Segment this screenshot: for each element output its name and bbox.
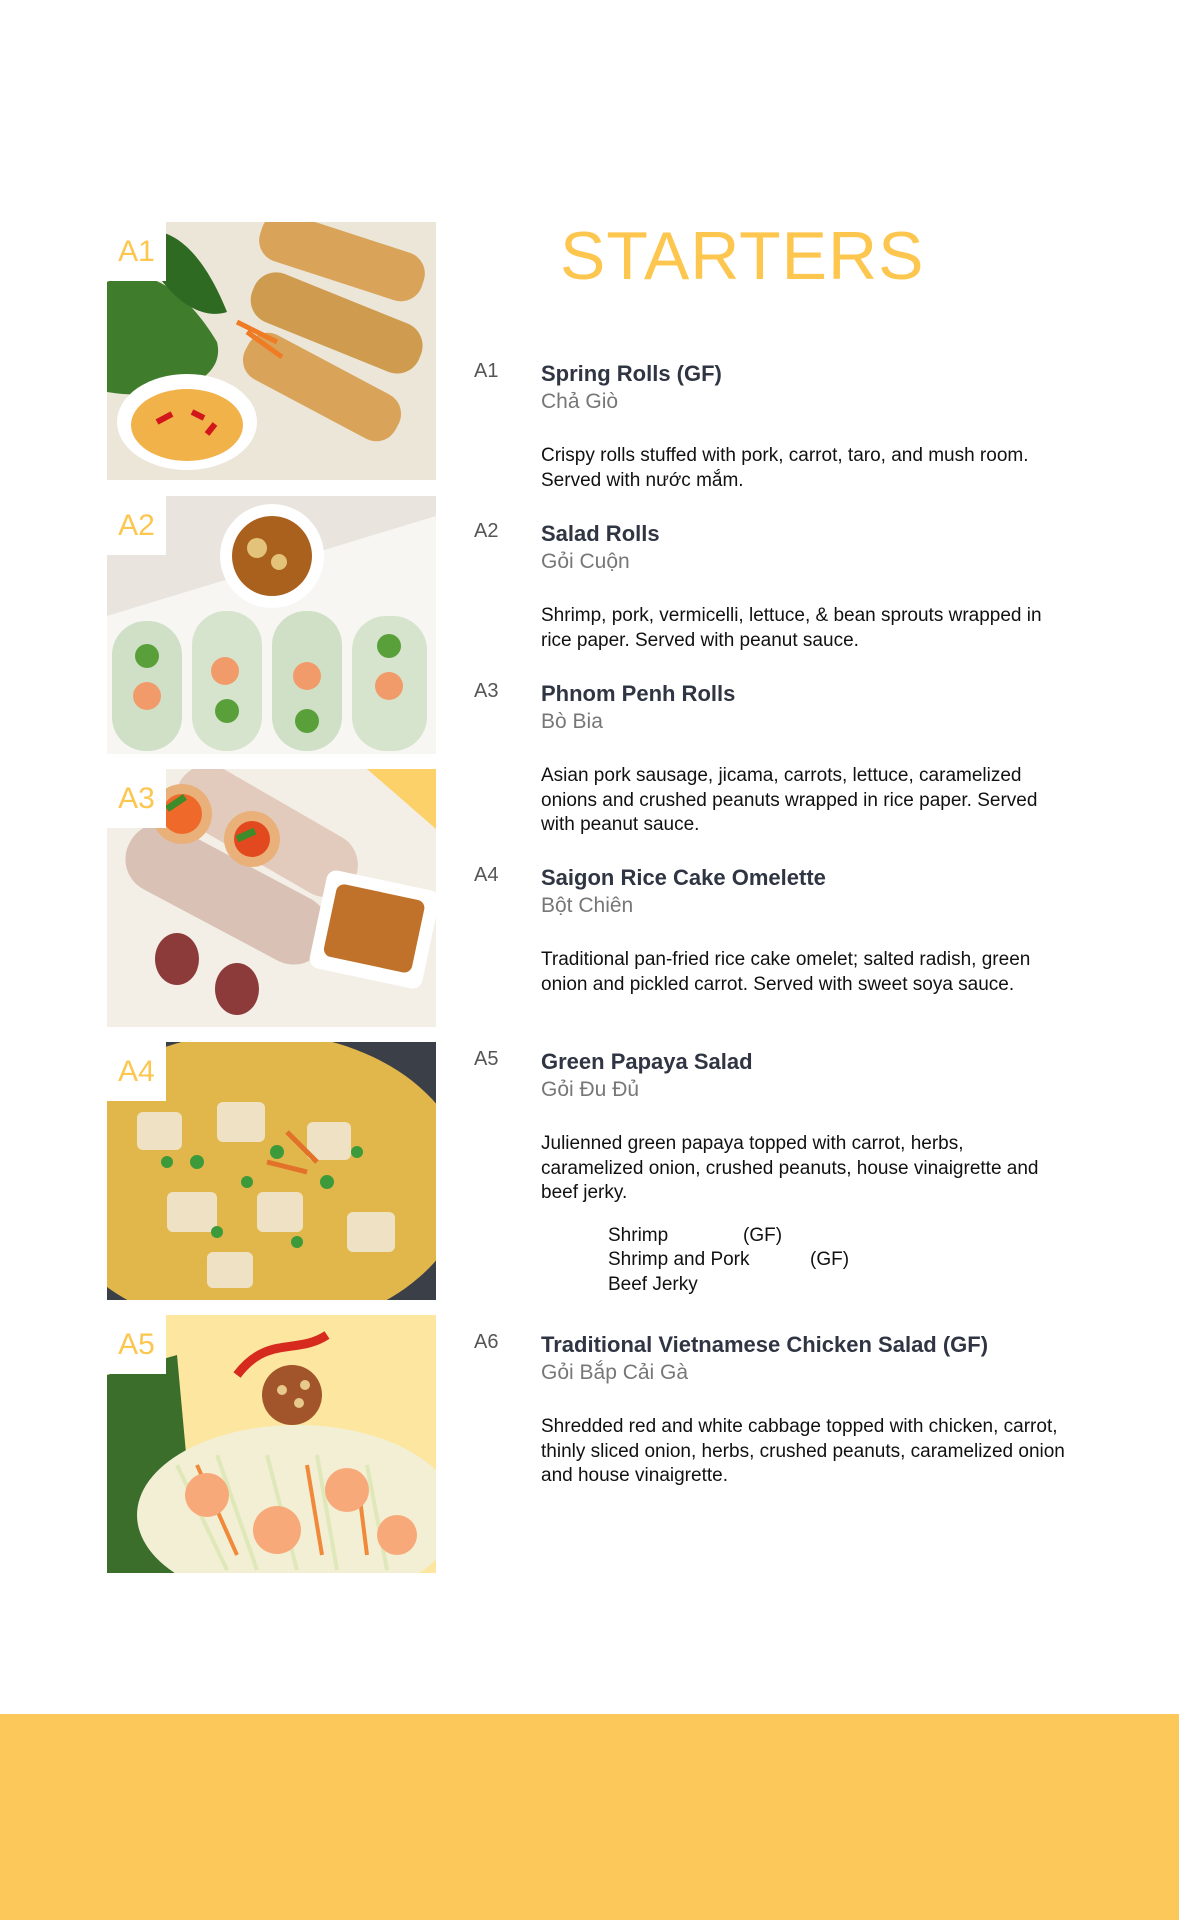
item-description: Shredded red and white cabbage topped with chicken, carrot, thinly sliced onion, herbs, crushed peanuts, caramelized onion and house vinaigrette. (541, 1416, 1065, 1486)
option-gf-note: (GF) (810, 1249, 850, 1270)
salad-rolls-photo (107, 496, 436, 754)
item-code: A4 (474, 864, 499, 886)
item-description: Traditional pan-fried rice cake omelet; salted radish, green onion and pickled carrot. Served with sweet soya sauce. (541, 949, 1031, 995)
item-code: A1 (474, 360, 499, 382)
footer-band (0, 1714, 1179, 1920)
option-label: Shrimp (608, 1224, 669, 1246)
photo-tag: A1 (107, 222, 166, 281)
item-code: A3 (474, 680, 499, 702)
item-name: Saigon Rice Cake Omelette (541, 865, 826, 890)
item-name: Green Papaya Salad (541, 1049, 753, 1074)
item-options (608, 1224, 1071, 1298)
phnom-penh-rolls-photo (107, 769, 436, 1027)
item-vietnamese-name: Bột Chiên (541, 894, 634, 917)
spring-rolls-photo (107, 222, 436, 480)
photo-tag: A5 (107, 1315, 166, 1374)
option-label: Beef Jerky (608, 1273, 698, 1295)
item-name: Phnom Penh Rolls (541, 681, 736, 706)
item-description: Shrimp, pork, vermicelli, lettuce, & bean sprouts wrapped in rice paper. Served with peanut sauce. (541, 605, 1042, 651)
option-gf-note: (GF) (743, 1224, 783, 1246)
item-name: Salad Rolls (541, 521, 660, 546)
item-description: Asian pork sausage, jicama, carrots, lettuce, caramelized onions and crushed peanuts wrapped in rice paper. Served with peanut sauce. (541, 765, 1038, 835)
option-row (608, 1273, 1071, 1298)
photo-tag: A2 (107, 496, 166, 555)
green-papaya-salad-photo (107, 1315, 436, 1573)
item-vietnamese-name: Bò Bia (541, 710, 603, 733)
item-name: Spring Rolls (GF) (541, 361, 722, 386)
item-vietnamese-name: Gỏi Đu Đủ (541, 1078, 640, 1101)
item-description: Julienned green papaya topped with carrot, herbs, caramelized onion, crushed peanuts, house vinaigrette and beef jerky. (541, 1133, 1039, 1203)
option-row (608, 1248, 1071, 1273)
page-title: STARTERS (560, 218, 925, 294)
item-code: A2 (474, 520, 499, 542)
photo-tag: A3 (107, 769, 166, 828)
item-vietnamese-name: Chả Giò (541, 390, 619, 413)
option-label: Shrimp and Pork (608, 1249, 750, 1270)
item-code: A5 (474, 1048, 499, 1070)
item-vietnamese-name: Gỏi Cuộn (541, 550, 630, 573)
rice-cake-omelette-photo (107, 1042, 436, 1300)
item-vietnamese-name: Gỏi Bắp Cải Gà (541, 1361, 689, 1384)
item-code: A6 (474, 1331, 499, 1353)
photo-tag: A4 (107, 1042, 166, 1101)
option-row (608, 1224, 1071, 1249)
item-name: Traditional Vietnamese Chicken Salad (GF) (541, 1332, 989, 1357)
item-description: Crispy rolls stuffed with pork, carrot, taro, and mush room. Served with nước mắm. (541, 445, 1029, 491)
